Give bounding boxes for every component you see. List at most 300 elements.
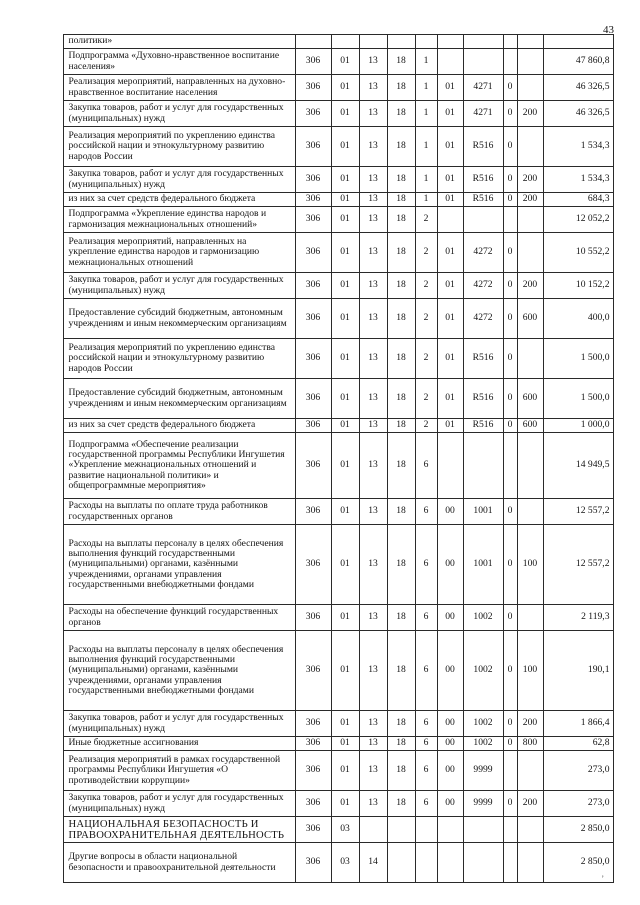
cell-subprogram: 6 — [415, 525, 437, 605]
cell-direction-suffix: 0 — [503, 339, 517, 379]
cell-name: Расходы на обеспечение функций государственных органов — [63, 605, 295, 631]
cell-ministry: 306 — [295, 419, 331, 433]
cell-program: 18 — [387, 499, 415, 525]
cell-main-event: 00 — [437, 791, 463, 817]
cell-amount: 12 557,2 — [543, 525, 613, 605]
cell-expense-type: 200 — [517, 167, 543, 193]
cell-section: 01 — [331, 379, 359, 419]
cell-program: 18 — [387, 737, 415, 751]
cell-section: 01 — [331, 499, 359, 525]
cell-subprogram — [415, 35, 437, 49]
cell-program — [387, 843, 415, 883]
row-margin-cell — [43, 525, 63, 605]
cell-expense-type: 200 — [517, 791, 543, 817]
cell-subprogram: 6 — [415, 499, 437, 525]
cell-amount: 2 119,3 — [543, 605, 613, 631]
cell-main-event: 00 — [437, 499, 463, 525]
cell-expense-type — [517, 35, 543, 49]
row-margin-cell — [43, 49, 63, 75]
cell-ministry: 306 — [295, 207, 331, 233]
cell-name: Закупка товаров, работ и услуг для государственных (муниципальных) нужд — [63, 273, 295, 299]
cell-program: 18 — [387, 233, 415, 273]
cell-ministry: 306 — [295, 631, 331, 711]
cell-direction: 1002 — [463, 737, 503, 751]
row-margin-cell — [43, 419, 63, 433]
cell-name: Расходы на выплаты персоналу в целях обеспечения выполнения функций государственными (муниципальными) органами, казёнными учреждениями, органами управления государственными внебюджетными фондами — [63, 525, 295, 605]
cell-amount: 400,0 — [543, 299, 613, 339]
cell-subprogram — [415, 843, 437, 883]
cell-direction-suffix: 0 — [503, 167, 517, 193]
row-margin-cell — [43, 233, 63, 273]
cell-name: Предоставление субсидий бюджетным, автономным учреждениям и иным некоммерческим организациям — [63, 379, 295, 419]
cell-expense-type: 200 — [517, 273, 543, 299]
cell-direction: 1001 — [463, 499, 503, 525]
cell-program: 18 — [387, 433, 415, 499]
cell-direction: R516 — [463, 379, 503, 419]
cell-direction-suffix: 0 — [503, 737, 517, 751]
cell-expense-type: 200 — [517, 711, 543, 737]
table-row — [43, 207, 613, 233]
cell-expense-type: 200 — [517, 101, 543, 127]
cell-program: 18 — [387, 379, 415, 419]
cell-main-event: 00 — [437, 751, 463, 791]
cell-main-event: 01 — [437, 233, 463, 273]
cell-name: политики» — [63, 35, 295, 49]
cell-main-event: 01 — [437, 379, 463, 419]
cell-expense-type: 200 — [517, 193, 543, 207]
cell-direction-suffix — [503, 751, 517, 791]
cell-name: Закупка товаров, работ и услуг для государственных (муниципальных) нужд — [63, 167, 295, 193]
cell-amount: 46 326,5 — [543, 75, 613, 101]
cell-section: 01 — [331, 751, 359, 791]
table-row — [43, 193, 613, 207]
row-margin-cell — [43, 433, 63, 499]
cell-ministry: 306 — [295, 101, 331, 127]
cell-direction: 1002 — [463, 605, 503, 631]
cell-ministry: 306 — [295, 525, 331, 605]
cell-main-event: 00 — [437, 631, 463, 711]
cell-direction: 4271 — [463, 75, 503, 101]
row-margin-cell — [43, 605, 63, 631]
table-row — [43, 499, 613, 525]
cell-main-event: 01 — [437, 299, 463, 339]
cell-program: 18 — [387, 339, 415, 379]
cell-subsection: 13 — [359, 233, 387, 273]
cell-expense-type: 600 — [517, 299, 543, 339]
cell-direction-suffix: 0 — [503, 299, 517, 339]
row-margin-cell — [43, 631, 63, 711]
cell-name: Реализация мероприятий, направленных на духовно-нравственное воспитание населения — [63, 75, 295, 101]
cell-expense-type — [517, 339, 543, 379]
cell-name: Подпрограмма «Духовно-нравственное воспитание населения» — [63, 49, 295, 75]
cell-name: из них за счет средств федерального бюджета — [63, 193, 295, 207]
cell-program: 18 — [387, 101, 415, 127]
cell-subprogram: 1 — [415, 75, 437, 101]
cell-expense-type — [517, 817, 543, 843]
cell-ministry: 306 — [295, 127, 331, 167]
cell-direction-suffix: 0 — [503, 711, 517, 737]
cell-subsection: 13 — [359, 299, 387, 339]
cell-ministry: 306 — [295, 193, 331, 207]
row-margin-cell — [43, 843, 63, 883]
cell-subsection: 14 — [359, 843, 387, 883]
table-row — [43, 419, 613, 433]
cell-amount: 12 052,2 — [543, 207, 613, 233]
cell-section: 03 — [331, 843, 359, 883]
cell-section: 01 — [331, 605, 359, 631]
cell-subprogram: 2 — [415, 273, 437, 299]
row-margin-cell — [43, 737, 63, 751]
cell-direction: R516 — [463, 339, 503, 379]
cell-section: 01 — [331, 193, 359, 207]
table-row — [43, 791, 613, 817]
cell-name: Подпрограмма «Укрепление единства народов и гармонизация межнациональных отношений» — [63, 207, 295, 233]
cell-direction-suffix — [503, 817, 517, 843]
cell-ministry: 306 — [295, 499, 331, 525]
cell-section: 01 — [331, 419, 359, 433]
cell-program — [387, 817, 415, 843]
cell-name: Реализация мероприятий по укреплению единства российской нации и этнокультурному развитию народов России — [63, 127, 295, 167]
cell-amount: 190,1 — [543, 631, 613, 711]
cell-ministry: 306 — [295, 737, 331, 751]
cell-direction-suffix: 0 — [503, 127, 517, 167]
cell-subprogram: 1 — [415, 193, 437, 207]
table-row — [43, 101, 613, 127]
cell-subsection: 13 — [359, 433, 387, 499]
row-margin-cell — [43, 299, 63, 339]
cell-section: 01 — [331, 101, 359, 127]
cell-name: Расходы на выплаты персоналу в целях обеспечения выполнения функций государственными (муниципальными) органами, казёнными учреждениями, органами управления государственными внебюджетными фондами — [63, 631, 295, 711]
row-margin-cell — [43, 101, 63, 127]
cell-direction: 4272 — [463, 233, 503, 273]
cell-direction-suffix: 0 — [503, 379, 517, 419]
cell-subsection: 13 — [359, 499, 387, 525]
cell-direction: 4271 — [463, 101, 503, 127]
table-row — [43, 273, 613, 299]
cell-program: 18 — [387, 711, 415, 737]
cell-subprogram — [415, 817, 437, 843]
cell-main-event: 01 — [437, 339, 463, 379]
cell-program: 18 — [387, 299, 415, 339]
cell-section: 01 — [331, 273, 359, 299]
cell-direction-suffix: 0 — [503, 101, 517, 127]
cell-direction: R516 — [463, 193, 503, 207]
cell-amount: 10 552,2 — [543, 233, 613, 273]
cell-expense-type — [517, 75, 543, 101]
cell-main-event: 01 — [437, 167, 463, 193]
cell-direction: R516 — [463, 419, 503, 433]
cell-name: Реализация мероприятий в рамках государственной программы Республики Ингушетия «О противодействии коррупции» — [63, 751, 295, 791]
cell-name: Подпрограмма «Обеспечение реализации государственной программы Республики Ингушетия «Укрепление межнациональных отношений и развитие национальной политики» и общепрограммные мероприятия» — [63, 433, 295, 499]
cell-section: 01 — [331, 167, 359, 193]
cell-direction — [463, 433, 503, 499]
table-row — [43, 75, 613, 101]
row-margin-cell — [43, 75, 63, 101]
cell-subsection: 13 — [359, 273, 387, 299]
cell-direction: 1002 — [463, 711, 503, 737]
table-row — [43, 35, 613, 49]
cell-direction-suffix — [503, 207, 517, 233]
cell-expense-type: 100 — [517, 631, 543, 711]
cell-amount: 1 000,0 — [543, 419, 613, 433]
cell-amount: 2 850,0 — [543, 843, 613, 883]
table-row — [43, 525, 613, 605]
cell-amount: 2 850,0 — [543, 817, 613, 843]
cell-ministry: 306 — [295, 233, 331, 273]
cell-subprogram: 1 — [415, 49, 437, 75]
cell-program: 18 — [387, 631, 415, 711]
cell-amount: 14 949,5 — [543, 433, 613, 499]
cell-main-event — [437, 843, 463, 883]
cell-amount: 46 326,5 — [543, 101, 613, 127]
row-margin-cell — [43, 711, 63, 737]
cell-amount: 1 534,3 — [543, 167, 613, 193]
cell-subsection: 13 — [359, 605, 387, 631]
cell-main-event — [437, 35, 463, 49]
cell-name: Реализация мероприятий по укреплению единства российской нации и этнокультурному развитию народов России — [63, 339, 295, 379]
table-row — [43, 49, 613, 75]
cell-main-event: 01 — [437, 75, 463, 101]
cell-subsection: 13 — [359, 791, 387, 817]
cell-expense-type — [517, 751, 543, 791]
cell-ministry: 306 — [295, 273, 331, 299]
cell-main-event: 01 — [437, 273, 463, 299]
cell-ministry: 306 — [295, 49, 331, 75]
cell-amount: 1 500,0 — [543, 339, 613, 379]
cell-subprogram: 6 — [415, 605, 437, 631]
table-row — [43, 751, 613, 791]
cell-ministry: 306 — [295, 379, 331, 419]
cell-ministry: 306 — [295, 167, 331, 193]
row-margin-cell — [43, 379, 63, 419]
cell-program: 18 — [387, 273, 415, 299]
cell-subprogram: 2 — [415, 233, 437, 273]
cell-direction-suffix: 0 — [503, 273, 517, 299]
table-row — [43, 737, 613, 751]
table-row — [43, 631, 613, 711]
cell-expense-type — [517, 233, 543, 273]
cell-subsection: 13 — [359, 737, 387, 751]
cell-direction-suffix: 0 — [503, 605, 517, 631]
cell-program: 18 — [387, 207, 415, 233]
cell-main-event: 00 — [437, 525, 463, 605]
cell-program: 18 — [387, 419, 415, 433]
cell-ministry: 306 — [295, 299, 331, 339]
cell-expense-type — [517, 127, 543, 167]
cell-subprogram: 6 — [415, 737, 437, 751]
row-margin-cell — [43, 207, 63, 233]
cell-direction: 9999 — [463, 791, 503, 817]
cell-subsection — [359, 817, 387, 843]
cell-section: 01 — [331, 433, 359, 499]
cell-section: 01 — [331, 711, 359, 737]
cell-expense-type: 800 — [517, 737, 543, 751]
cell-expense-type — [517, 843, 543, 883]
cell-subsection: 13 — [359, 631, 387, 711]
table-row — [43, 233, 613, 273]
cell-direction-suffix: 0 — [503, 525, 517, 605]
cell-subprogram: 1 — [415, 101, 437, 127]
cell-subprogram: 1 — [415, 127, 437, 167]
cell-main-event — [437, 49, 463, 75]
cell-program: 18 — [387, 193, 415, 207]
cell-section: 03 — [331, 817, 359, 843]
row-margin-cell — [43, 127, 63, 167]
table-row — [43, 127, 613, 167]
cell-main-event — [437, 207, 463, 233]
cell-direction: R516 — [463, 167, 503, 193]
cell-amount: 12 557,2 — [543, 499, 613, 525]
cell-main-event: 00 — [437, 605, 463, 631]
table-row — [43, 711, 613, 737]
cell-name: Закупка товаров, работ и услуг для государственных (муниципальных) нужд — [63, 711, 295, 737]
cell-direction-suffix: 0 — [503, 193, 517, 207]
row-margin-cell — [43, 791, 63, 817]
cell-section: 01 — [331, 525, 359, 605]
cell-expense-type: 600 — [517, 419, 543, 433]
cell-subprogram: 1 — [415, 167, 437, 193]
cell-direction-suffix — [503, 843, 517, 883]
cell-section: 01 — [331, 127, 359, 167]
cell-amount — [543, 35, 613, 49]
cell-ministry: 306 — [295, 433, 331, 499]
cell-amount: 47 860,8 — [543, 49, 613, 75]
cell-direction — [463, 35, 503, 49]
cell-direction-suffix: 0 — [503, 791, 517, 817]
cell-expense-type: 600 — [517, 379, 543, 419]
cell-name: Расходы на выплаты по оплате труда работников государственных органов — [63, 499, 295, 525]
cell-subsection: 13 — [359, 711, 387, 737]
cell-direction-suffix — [503, 35, 517, 49]
cell-section: 01 — [331, 791, 359, 817]
cell-program: 18 — [387, 751, 415, 791]
cell-expense-type — [517, 207, 543, 233]
row-margin-cell — [43, 35, 63, 49]
cell-main-event: 01 — [437, 419, 463, 433]
cell-name: Закупка товаров, работ и услуг для государственных (муниципальных) нужд — [63, 101, 295, 127]
cell-subprogram: 2 — [415, 379, 437, 419]
table-row — [43, 379, 613, 419]
cell-subsection: 13 — [359, 49, 387, 75]
cell-subsection: 13 — [359, 101, 387, 127]
cell-ministry: 306 — [295, 817, 331, 843]
cell-subprogram: 2 — [415, 299, 437, 339]
scan-mark: ʼ — [601, 874, 604, 883]
cell-ministry: 306 — [295, 605, 331, 631]
cell-subsection: 13 — [359, 339, 387, 379]
cell-direction-suffix: 0 — [503, 233, 517, 273]
cell-subsection: 13 — [359, 75, 387, 101]
cell-direction: 1001 — [463, 525, 503, 605]
cell-amount: 1 534,3 — [543, 127, 613, 167]
cell-subprogram: 6 — [415, 751, 437, 791]
table-row — [43, 843, 613, 883]
cell-expense-type — [517, 433, 543, 499]
cell-direction-suffix: 0 — [503, 499, 517, 525]
cell-amount: 273,0 — [543, 791, 613, 817]
cell-subprogram: 6 — [415, 791, 437, 817]
cell-subsection: 13 — [359, 193, 387, 207]
cell-direction: 4272 — [463, 299, 503, 339]
cell-subsection: 13 — [359, 127, 387, 167]
cell-direction-suffix: 0 — [503, 419, 517, 433]
cell-ministry: 306 — [295, 843, 331, 883]
cell-ministry: 306 — [295, 339, 331, 379]
row-margin-cell — [43, 339, 63, 379]
cell-direction — [463, 817, 503, 843]
cell-direction — [463, 49, 503, 75]
cell-expense-type — [517, 605, 543, 631]
page-number: 43 — [603, 24, 614, 36]
cell-program: 18 — [387, 605, 415, 631]
cell-ministry: 306 — [295, 75, 331, 101]
cell-direction-suffix — [503, 433, 517, 499]
cell-ministry: 306 — [295, 711, 331, 737]
cell-subsection: 13 — [359, 167, 387, 193]
cell-amount: 62,8 — [543, 737, 613, 751]
row-margin-cell — [43, 499, 63, 525]
cell-program: 18 — [387, 49, 415, 75]
cell-section: 01 — [331, 339, 359, 379]
table-row — [43, 339, 613, 379]
row-margin-cell — [43, 273, 63, 299]
cell-name: Предоставление субсидий бюджетным, автономным учреждениям и иным некоммерческим организациям — [63, 299, 295, 339]
cell-name: из них за счет средств федерального бюджета — [63, 419, 295, 433]
budget-table — [43, 34, 614, 883]
cell-section: 01 — [331, 233, 359, 273]
cell-main-event — [437, 817, 463, 843]
cell-section: 01 — [331, 207, 359, 233]
cell-direction: R516 — [463, 127, 503, 167]
cell-section: 01 — [331, 631, 359, 711]
cell-main-event: 01 — [437, 193, 463, 207]
cell-program: 18 — [387, 791, 415, 817]
cell-section: 01 — [331, 299, 359, 339]
row-margin-cell — [43, 751, 63, 791]
table-row — [43, 605, 613, 631]
cell-name: Реализация мероприятий, направленных на укрепление единства народов и гармонизацию межнациональных отношений — [63, 233, 295, 273]
cell-amount: 273,0 — [543, 751, 613, 791]
cell-subsection: 13 — [359, 379, 387, 419]
table-body — [43, 35, 613, 883]
table-row — [43, 299, 613, 339]
cell-direction-suffix: 0 — [503, 631, 517, 711]
cell-section: 01 — [331, 75, 359, 101]
cell-main-event: 00 — [437, 737, 463, 751]
cell-main-event: 00 — [437, 711, 463, 737]
cell-subsection — [359, 35, 387, 49]
cell-direction: 4272 — [463, 273, 503, 299]
table-row — [43, 433, 613, 499]
cell-program: 18 — [387, 75, 415, 101]
table-row — [43, 817, 613, 843]
table-row — [43, 167, 613, 193]
cell-ministry — [295, 35, 331, 49]
cell-direction — [463, 207, 503, 233]
cell-expense-type — [517, 499, 543, 525]
cell-main-event — [437, 433, 463, 499]
cell-program: 18 — [387, 167, 415, 193]
cell-section: 01 — [331, 737, 359, 751]
cell-program: 18 — [387, 525, 415, 605]
cell-subprogram: 2 — [415, 339, 437, 379]
cell-subsection: 13 — [359, 751, 387, 791]
cell-amount: 1 500,0 — [543, 379, 613, 419]
cell-subsection: 13 — [359, 525, 387, 605]
row-margin-cell — [43, 167, 63, 193]
cell-main-event: 01 — [437, 127, 463, 167]
cell-program — [387, 35, 415, 49]
